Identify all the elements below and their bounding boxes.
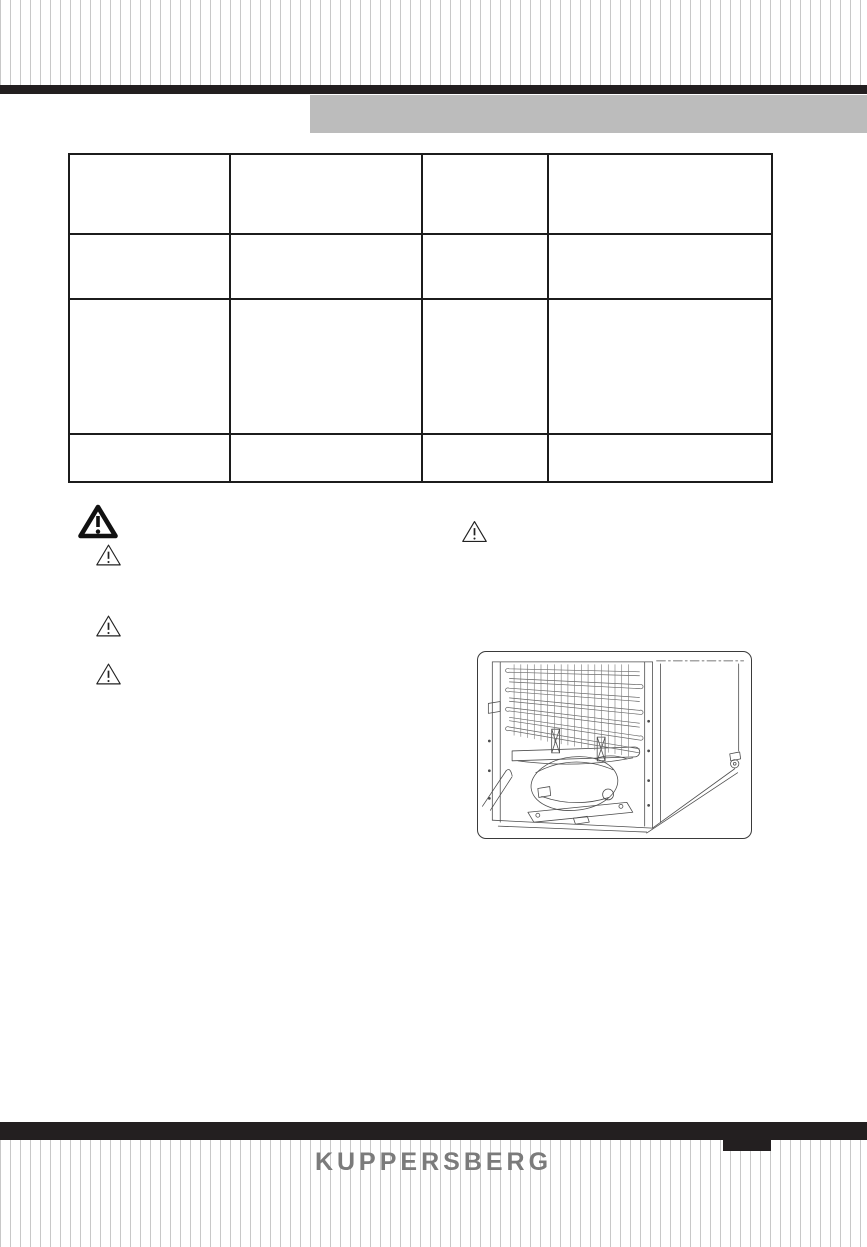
table-cell [548, 234, 772, 299]
warning-triangle-icon [95, 543, 122, 567]
table-row [69, 234, 772, 299]
brand-logo-text: KUPPERSBERG [314, 1148, 553, 1176]
figure-frame [477, 651, 752, 839]
table-cell [230, 234, 422, 299]
table-cell [69, 299, 230, 434]
table-cell [69, 154, 230, 234]
warning-triangle-large-icon [78, 504, 118, 539]
top-black-bar [0, 85, 867, 94]
warning-triangle-icon [461, 519, 488, 544]
table-cell [422, 299, 548, 434]
section-header-bar [310, 95, 867, 133]
table-row [69, 154, 772, 234]
bottom-black-bar [0, 1122, 867, 1140]
table-row [69, 299, 772, 434]
table-cell [69, 434, 230, 482]
spec-table [68, 153, 773, 483]
table-cell [422, 234, 548, 299]
refrigerator-back-figure [478, 652, 751, 838]
table-cell [230, 154, 422, 234]
table-cell [422, 434, 548, 482]
spec-table-body [69, 154, 772, 482]
table-cell [230, 434, 422, 482]
table-cell [230, 299, 422, 434]
table-cell [69, 234, 230, 299]
warning-triangle-icon [95, 614, 122, 638]
table-cell [422, 154, 548, 234]
table-cell [548, 154, 772, 234]
table-row [69, 434, 772, 482]
table-cell [548, 434, 772, 482]
warning-triangle-icon [95, 662, 122, 686]
top-stripe-band [0, 0, 867, 85]
table-cell [548, 299, 772, 434]
